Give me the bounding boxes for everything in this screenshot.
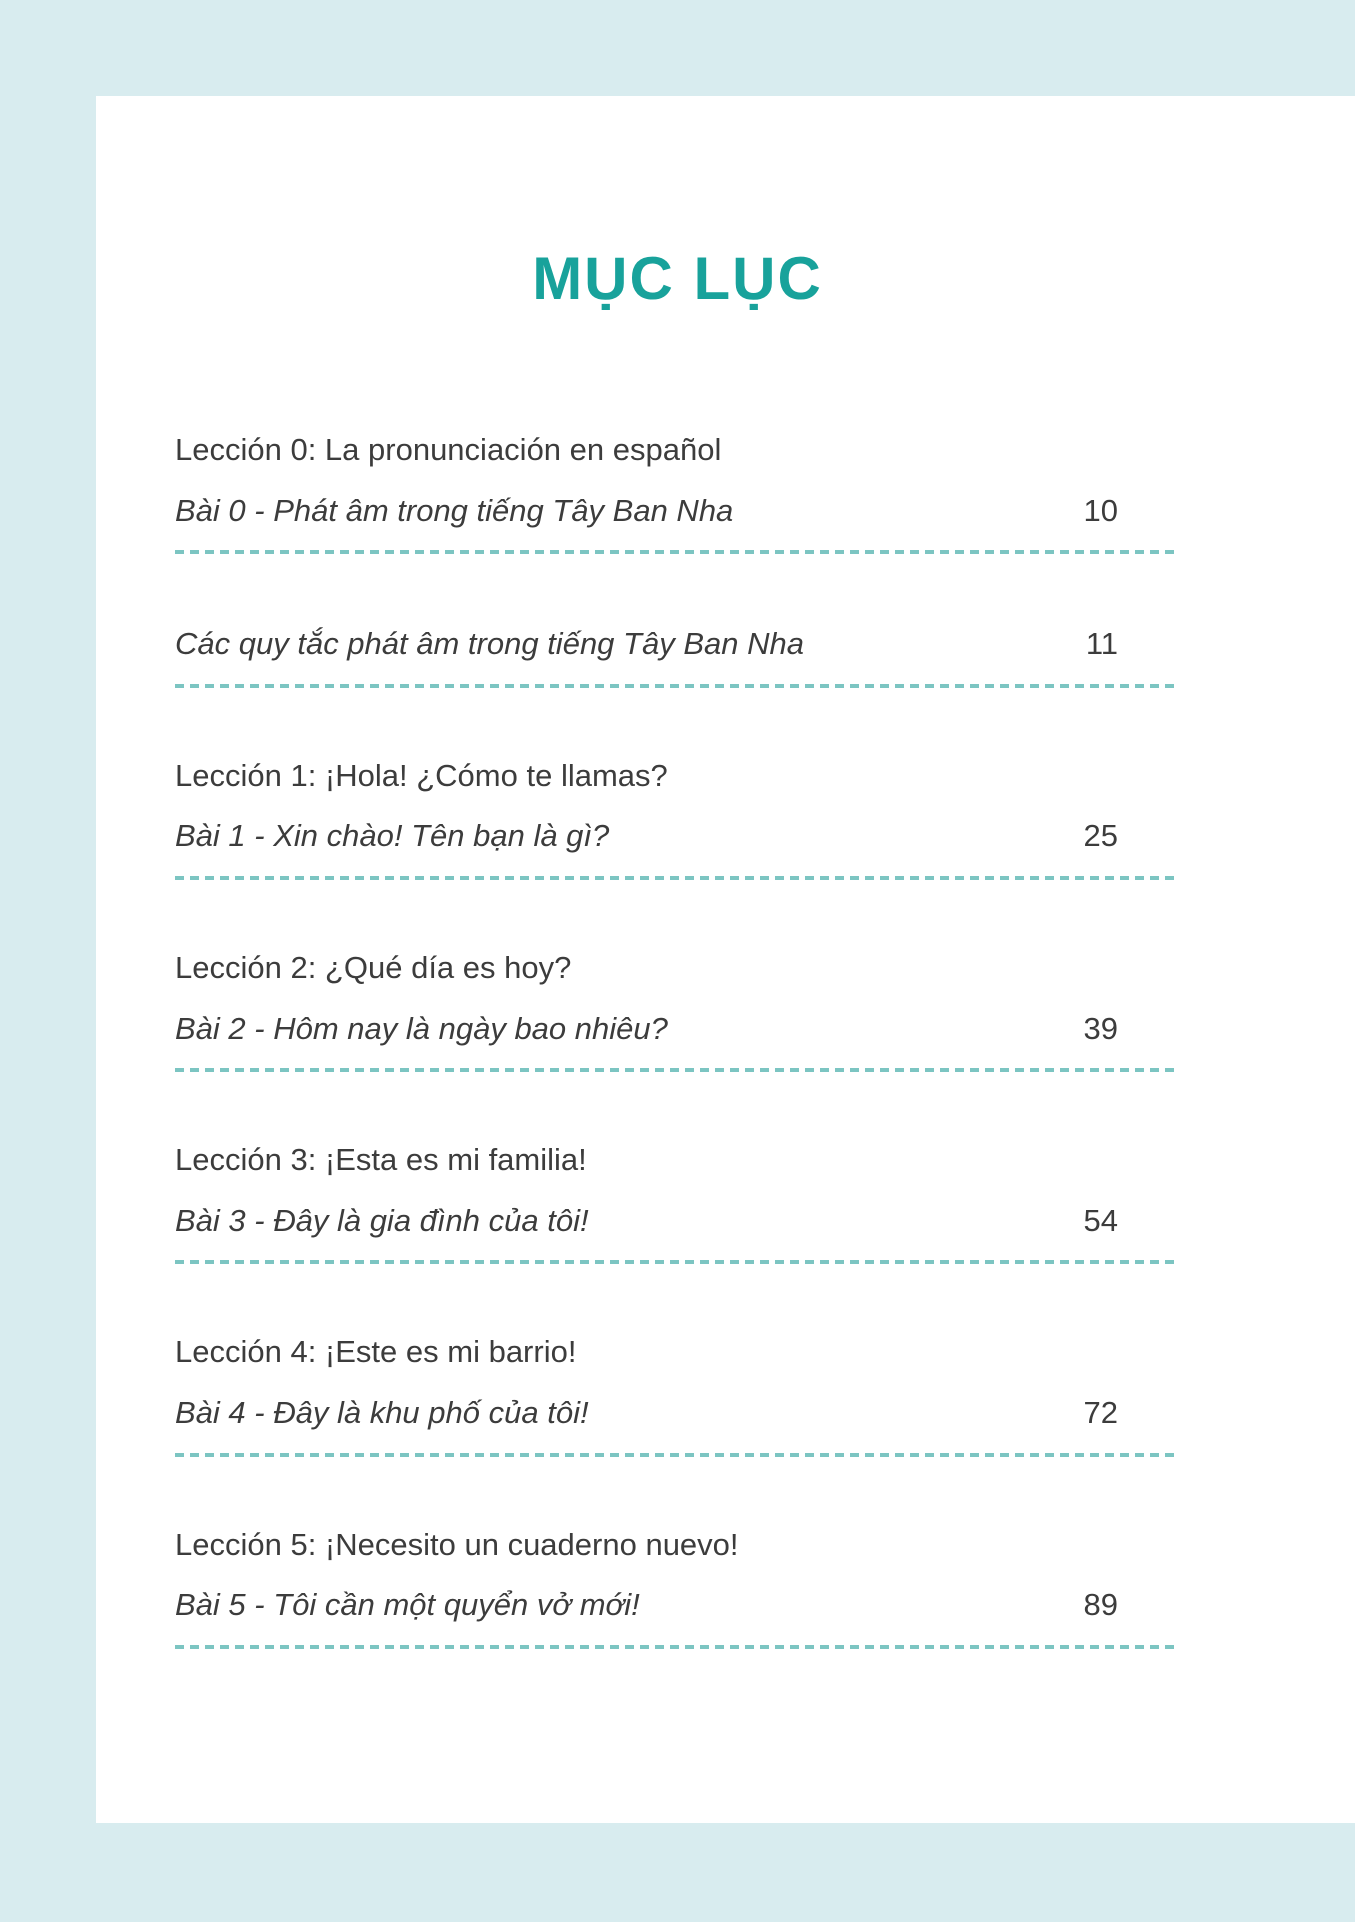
toc-entry-row: [175, 1395, 1180, 1431]
toc-entry-page-number: 39: [1083, 1010, 1118, 1046]
toc-entry-row: [175, 493, 1180, 529]
book-page: [96, 96, 1355, 1823]
toc-entry-subtitle: Bài 2 - Hôm nay là ngày bao nhiêu?: [175, 1010, 668, 1046]
toc-entry-subtitle: Bài 0 - Phát âm trong tiếng Tây Ban Nha: [175, 492, 734, 528]
toc-entry-subtitle: Bài 5 - Tôi cần một quyển vở mới!: [175, 1587, 640, 1623]
toc-entry: [175, 1336, 1180, 1456]
toc-entry: [175, 757, 1180, 880]
toc-entry-title: Lección 0: La pronunciación en español: [175, 432, 722, 467]
dashed-separator: [175, 550, 1180, 554]
dashed-separator: [175, 684, 1180, 688]
toc-entry-subtitle: Bài 1 - Xin chào! Tên bạn là gì?: [175, 818, 610, 854]
toc-entry-page-number: 25: [1083, 818, 1118, 854]
toc-list: [175, 434, 1180, 1649]
toc-entry: [175, 1526, 1180, 1649]
toc-entry-page-number: 11: [1085, 626, 1118, 662]
toc-entry-row: [175, 1011, 1180, 1047]
toc-entry: [175, 1144, 1180, 1264]
toc-content: [96, 246, 1355, 1649]
dashed-separator: [175, 1453, 1180, 1457]
toc-entry-subtitle: Bài 4 - Đây là khu phố của tôi!: [175, 1394, 589, 1430]
dashed-separator: [175, 876, 1180, 880]
toc-entry-title: Lección 2: ¿Qué día es hoy?: [175, 950, 572, 986]
toc-entry-page-number: 72: [1083, 1394, 1118, 1430]
toc-entry-row: [175, 626, 1180, 662]
toc-entry-title: Lección 3: ¡Esta es mi familia!: [175, 1142, 587, 1178]
toc-entry-subtitle: Bài 3 - Đây là gia đình của tôi!: [175, 1202, 589, 1238]
toc-entry-page-number: 10: [1083, 492, 1118, 528]
toc-entry: [175, 434, 1180, 554]
page-title: MỤC LỤC: [532, 245, 823, 312]
toc-entry: [175, 952, 1180, 1072]
toc-entry-row: [175, 1203, 1180, 1239]
toc-entry-title: Lección 5: ¡Necesito un cuaderno nuevo!: [175, 1526, 739, 1562]
toc-entry-row: [175, 1587, 1180, 1623]
toc-entry-title: Lección 1: ¡Hola! ¿Cómo te llamas?: [175, 757, 668, 793]
toc-entry-subtitle: Các quy tắc phát âm trong tiếng Tây Ban Nha: [175, 626, 804, 662]
dashed-separator: [175, 1068, 1180, 1072]
toc-entry-title: Lección 4: ¡Este es mi barrio!: [175, 1334, 577, 1370]
toc-entry-page-number: 89: [1083, 1587, 1118, 1623]
toc-entry-page-number: 54: [1083, 1202, 1118, 1238]
dashed-separator: [175, 1645, 1180, 1649]
dashed-separator: [175, 1260, 1180, 1264]
toc-entry-row: [175, 818, 1180, 854]
toc-entry: [175, 626, 1180, 688]
